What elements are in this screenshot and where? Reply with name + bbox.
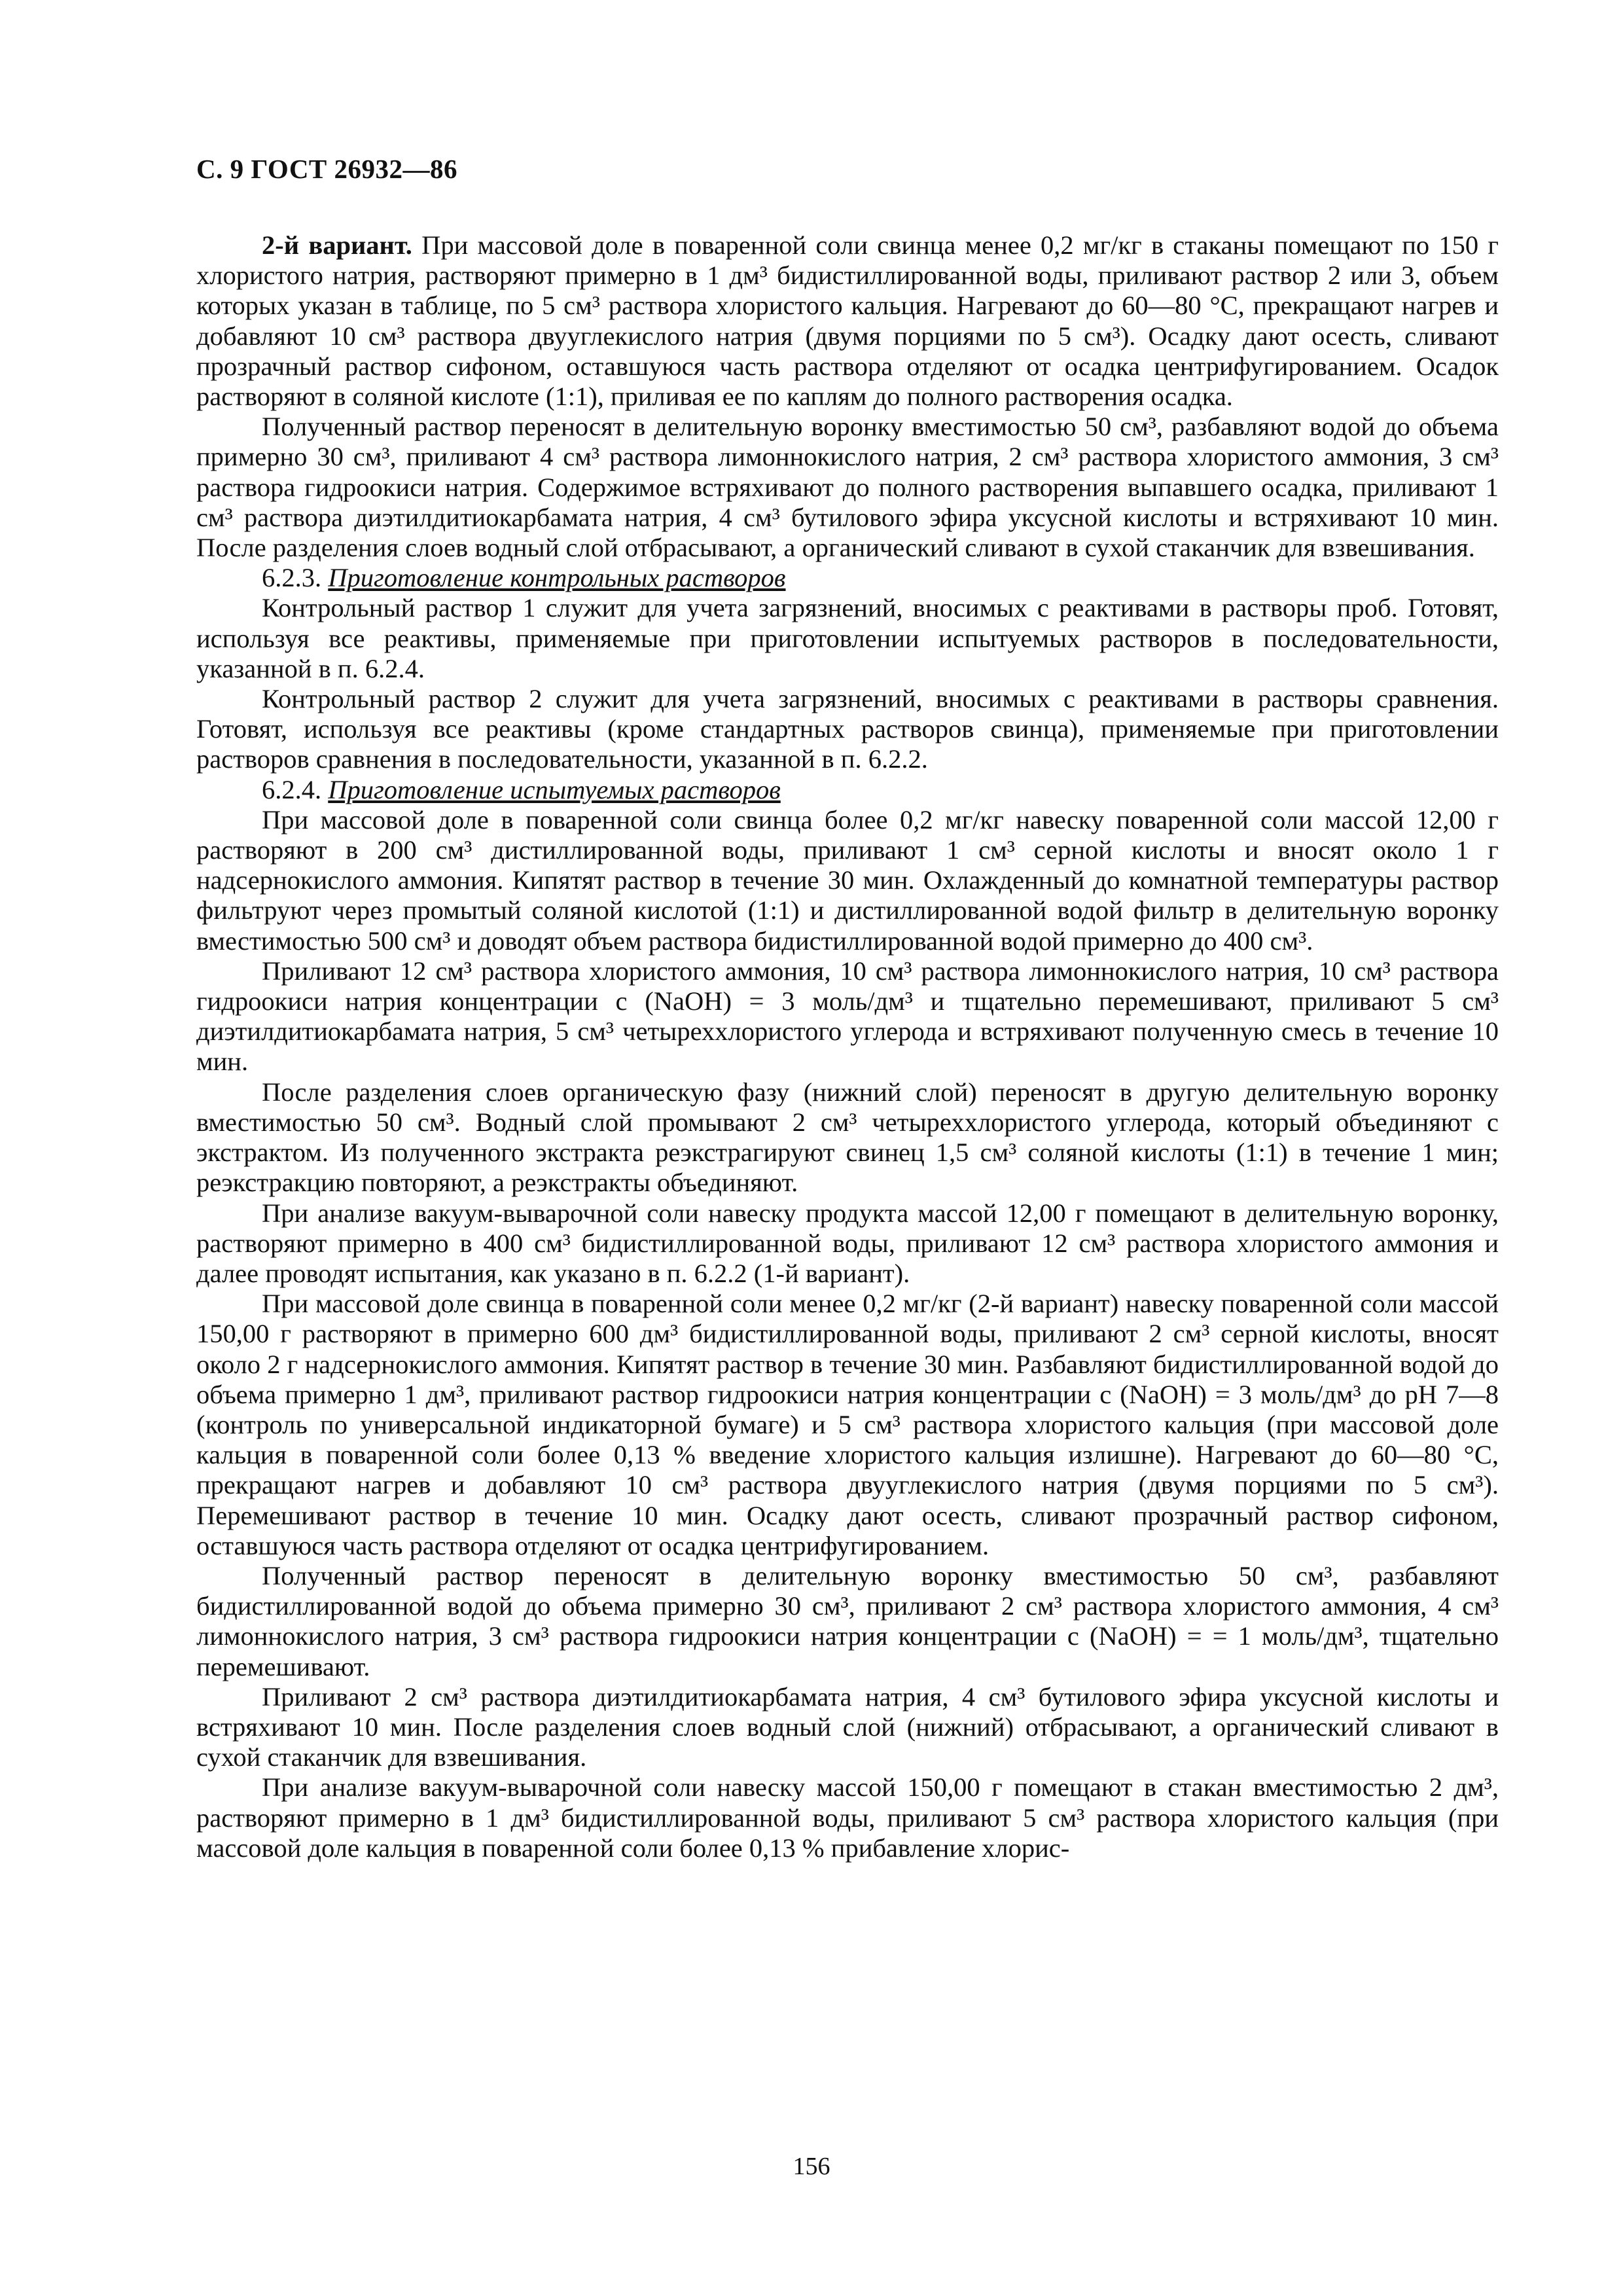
paragraph: Контрольный раствор 1 служит для учета загрязнений, вносимых с реактивами в растворы проб. Готовят, используя все реактивы, применяемые при приготовлении испытуемых растворов в последовательности, указанной в п. 6.2.4. [196, 593, 1499, 683]
paragraph-variant-2 [196, 230, 1499, 412]
paragraph: При массовой доле свинца в поваренной соли менее 0,2 мг/кг (2-й вариант) навеску поваренной соли массой 150,00 г растворяют в примерно 600 дм³ бидистиллированной воды, приливают 2 см³ серной кислоты, вносят около 2 г надсернокислого аммония. Кипятят раствор в течение 30 мин. Разбавляют бидистиллированной водой до объема примерно 1 дм³, приливают раствор гидроокиси натрия концентрации c (NaOH) = 3 моль/дм³ до pH 7—8 (контроль по универсальной индикаторной бумаге) и 5 см³ раствора хлористого кальция (при массовой доле кальция в поваренной соли более 0,13 % введение хлористого кальция излишне). Нагревают до 60—80 °С, прекращают нагрев и добавляют 10 см³ раствора двууглекислого натрия (двумя порциями по 5 см³). Перемешивают раствор в течение 10 мин. Осадку дают осесть, сливают прозрачный раствор сифоном, оставшуюся часть раствора отделяют от осадка центрифугированием. [196, 1289, 1499, 1560]
section-number: 6.2.4. [262, 774, 322, 804]
paragraph: Приливают 2 см³ раствора диэтилдитиокарбамата натрия, 4 см³ бутилового эфира уксусной кислоты и встряхивают 10 мин. После разделения слоев водный слой (нижний) отбрасывают, а органический сливают в сухой стаканчик для взвешивания. [196, 1681, 1499, 1772]
paragraph-text: При массовой доле в поваренной соли свинца менее 0,2 мг/кг в стаканы помещают по 150 г хлористого натрия, растворяют примерно в 1 дм³ бидистиллированной воды, приливают раствор 2 или 3, объем которых указан в таблице, по 5 см³ раствора хлористого кальция. Нагревают до 60—80 °С, прекращают нагрев и добавляют 10 см³ раствора двууглекислого натрия (двумя порциями по 5 см³). Осадку дают осесть, сливают прозрачный раствор сифоном, оставшуюся часть раствора отделяют от осадка центрифугированием. Осадок растворяют в соляной кислоте (1:1), приливая ее по каплям до полного растворения осадка. [196, 230, 1499, 412]
section-heading-6-2-3 [196, 563, 1499, 593]
section-title: Приготовление контрольных растворов [328, 563, 786, 593]
section-number: 6.2.3. [262, 563, 322, 593]
paragraph: Полученный раствор переносят в делительную воронку вместимостью 50 см³, разбавляют водой до объема примерно 30 см³, приливают 4 см³ раствора лимоннокислого натрия, 2 см³ раствора хлористого аммония, 3 см³ раствора гидроокиси натрия. Содержимое встряхивают до полного растворения выпавшего осадка, приливают 1 см³ раствора диэтилдитиокарбамата натрия, 4 см³ бутилового эфира уксусной кислоты и встряхивают 10 мин. После разделения слоев водный слой отбрасывают, а органический сливают в сухой стаканчик для взвешивания. [196, 412, 1499, 563]
paragraph: При анализе вакуум-выварочной соли навеску продукта массой 12,00 г помещают в делительную воронку, растворяют примерно в 400 см³ бидистиллированной воды, приливают 12 см³ раствора хлористого аммония и далее проводят испытания, как указано в п. 6.2.2 (1-й вариант). [196, 1198, 1499, 1288]
section-title: Приготовление испытуемых растворов [328, 774, 781, 804]
page-number: 156 [793, 2153, 830, 2180]
paragraph: При массовой доле в поваренной соли свинца более 0,2 мг/кг навеску поваренной соли массой 12,00 г растворяют в 200 см³ дистиллированной воды, приливают 1 см³ серной кислоты и вносят около 1 г надсернокислого аммония. Кипятят раствор в течение 30 мин. Охлажденный до комнатной температуры раствор фильтруют через промытый соляной кислотой (1:1) и дистиллированной водой фильтр в делительную воронку вместимостью 500 см³ и доводят объем раствора бидистиллированной водой примерно до 400 см³. [196, 804, 1499, 956]
section-heading-6-2-4 [196, 775, 1499, 805]
paragraph: При анализе вакуум-выварочной соли навеску массой 150,00 г помещают в стакан вместимостью 2 дм³, растворяют примерно в 1 дм³ бидистиллированной воды, приливают 5 см³ раствора хлористого кальция (при массовой доле кальция в поваренной соли более 0,13 % прибавление хлорис- [196, 1772, 1499, 1863]
paragraph: Приливают 12 см³ раствора хлористого аммония, 10 см³ раствора лимоннокислого натрия, 10 см³ раствора гидроокиси натрия концентрации c (NaOH) = 3 моль/дм³ и тщательно перемешивают, приливают 5 см³ диэтилдитиокарбамата натрия, 5 см³ четыреххлористого углерода и встряхивают полученную смесь в течение 10 мин. [196, 956, 1499, 1077]
paragraph: Контрольный раствор 2 служит для учета загрязнений, вносимых с реактивами в растворы сравнения. Готовят, используя все реактивы (кроме стандартных растворов свинца), применяемые при приготовлении растворов сравнения в последовательности, указанной в п. 6.2.2. [196, 684, 1499, 774]
paragraph: После разделения слоев органическую фазу (нижний слой) переносят в другую делительную воронку вместимостью 50 см³. Водный слой промывают 2 см³ четыреххлористого углерода, который объединяют с экстрактом. Из полученного экстракта реэкстрагируют свинец 1,5 см³ соляной кислоты (1:1) в течение 1 мин; реэкстракцию повторяют, а реэкстракты объединяют. [196, 1077, 1499, 1198]
document-body [196, 230, 1499, 1863]
paragraph-lead: 2-й вариант. [262, 230, 412, 260]
page-header: С. 9 ГОСТ 26932—86 [196, 154, 458, 184]
paragraph: Полученный раствор переносят в делительную воронку вместимостью 50 см³, разбавляют бидистиллированной водой до объема примерно 30 см³, приливают 2 см³ раствора хлористого аммония, 4 см³ лимоннокислого натрия, 3 см³ раствора гидроокиси натрия концентрации c (NaOH) = = 1 моль/дм³, тщательно перемешивают. [196, 1560, 1499, 1681]
